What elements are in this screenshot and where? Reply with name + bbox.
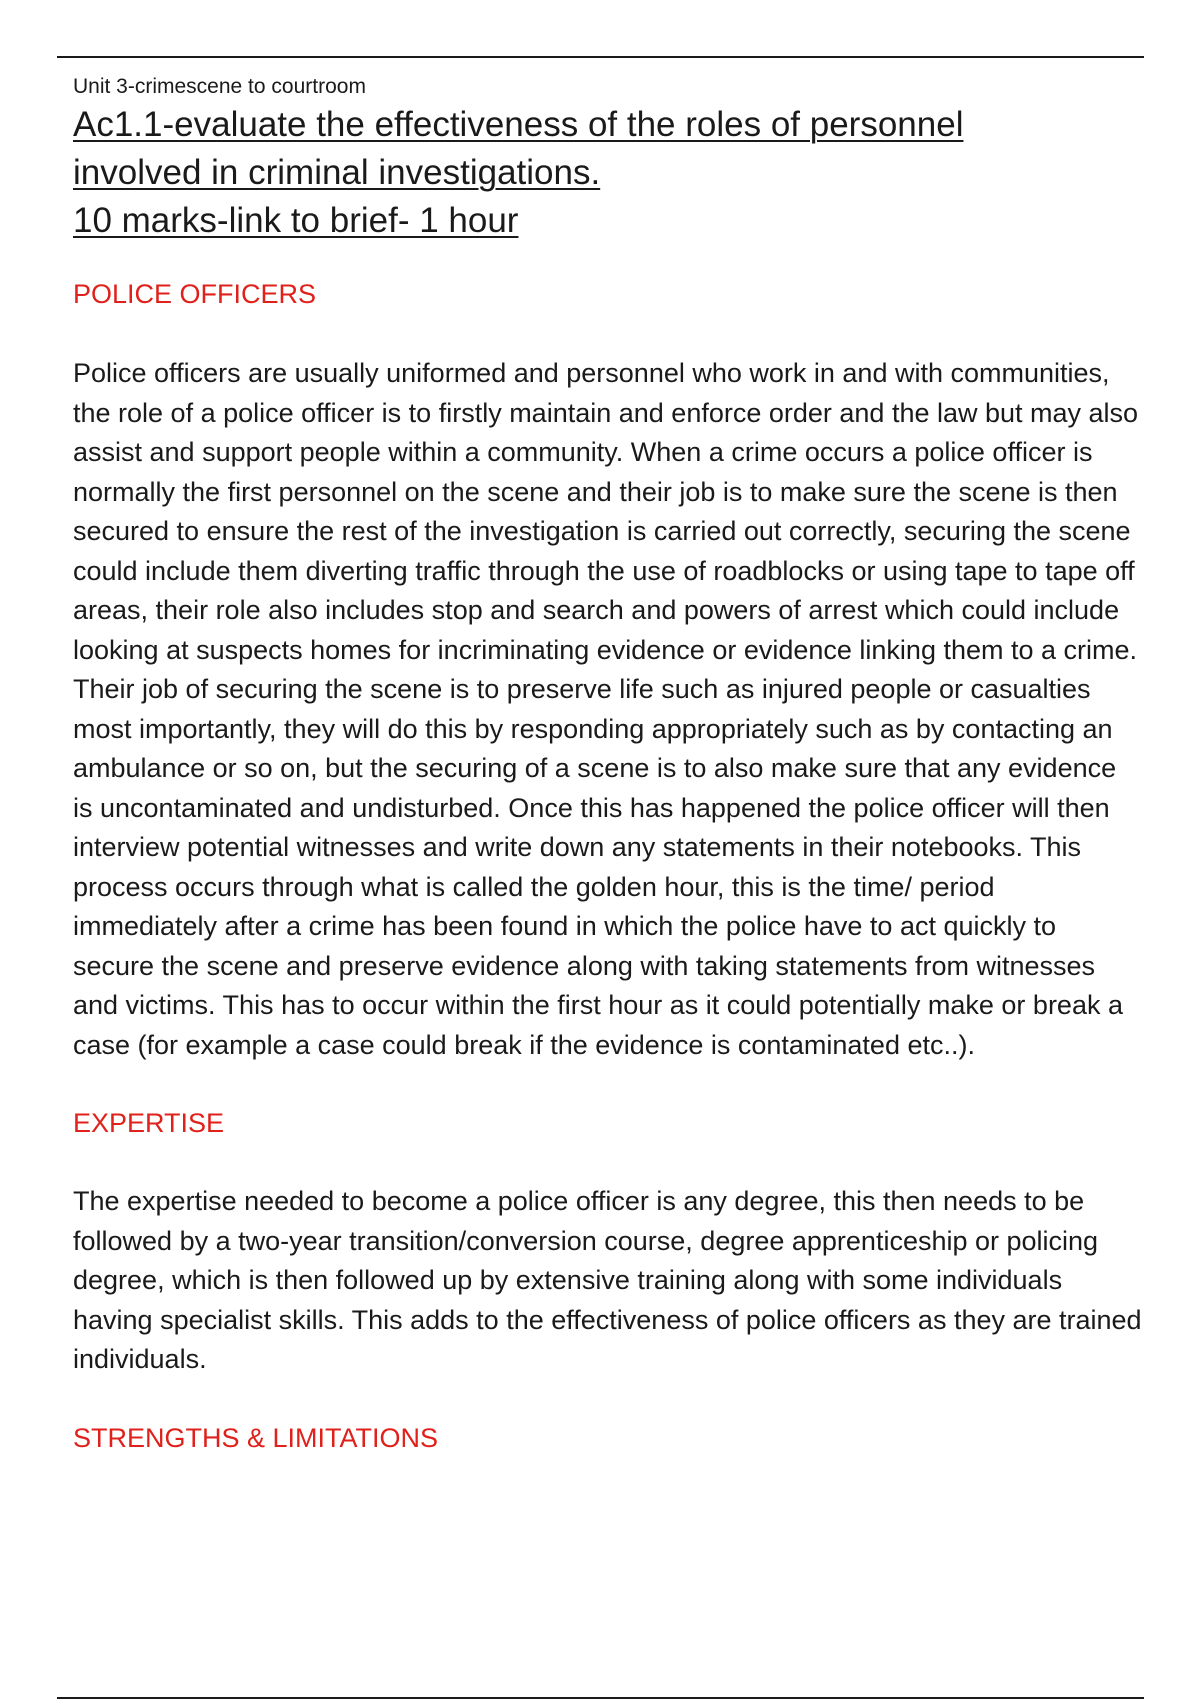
page-title bbox=[73, 101, 1143, 245]
paragraph-police-officers: Police officers are usually uniformed and personnel who work in and with communities, the role of a police officer is to firstly maintain and enforce order and the law but may also assist and support people within a community. When a crime occurs a police officer is normally the first personnel on the scene and their job is to make sure the scene is then secured to ensure the rest of the investigation is carried out correctly, securing the scene could include them diverting traffic through the use of roadblocks or using tape to tape off areas, their role also includes stop and search and powers of arrest which could include looking at suspects homes for incriminating evidence or evidence linking them to a crime. Their job of securing the scene is to preserve life such as injured people or casualties most importantly, they will do this by responding appropriately such as by contacting an ambulance or so on, but the securing of a scene is to also make sure that any evidence is uncontaminated and undisturbed. Once this has happened the police officer will then interview potential witnesses and write down any statements in their notebooks. This process occurs through what is called the golden hour, this is the time/ period immediately after a crime has been found in which the police have to act quickly to secure the scene and preserve evidence along with taking statements from witnesses and victims. This has to occur within the first hour as it could potentially make or break a case (for example a case could break if the evidence is contaminated etc..). bbox=[73, 358, 1139, 1060]
heading-police-officers: POLICE OFFICERS bbox=[73, 279, 317, 309]
top-divider bbox=[57, 56, 1144, 58]
bottom-divider bbox=[57, 1697, 1144, 1699]
title-line-2: involved in criminal investigations. bbox=[73, 153, 601, 192]
paragraph-expertise: The expertise needed to become a police officer is any degree, this then needs to be followed by a two-year transition/conversion course, degree apprenticeship or policing degree, which is then followed up by extensive training along with some individuals having specialist skills. This adds to the effectiveness of police officers as they are trained individuals. bbox=[73, 1186, 1142, 1374]
unit-label: Unit 3-crimescene to courtroom bbox=[73, 75, 366, 98]
heading-expertise: EXPERTISE bbox=[73, 1108, 225, 1138]
title-line-3: 10 marks-link to brief- 1 hour bbox=[73, 201, 519, 240]
document-page bbox=[73, 73, 1143, 1456]
heading-strengths-limitations: STRENGTHS & LIMITATIONS bbox=[73, 1422, 439, 1453]
title-line-1: Ac1.1-evaluate the effectiveness of the roles of personnel bbox=[73, 105, 964, 144]
